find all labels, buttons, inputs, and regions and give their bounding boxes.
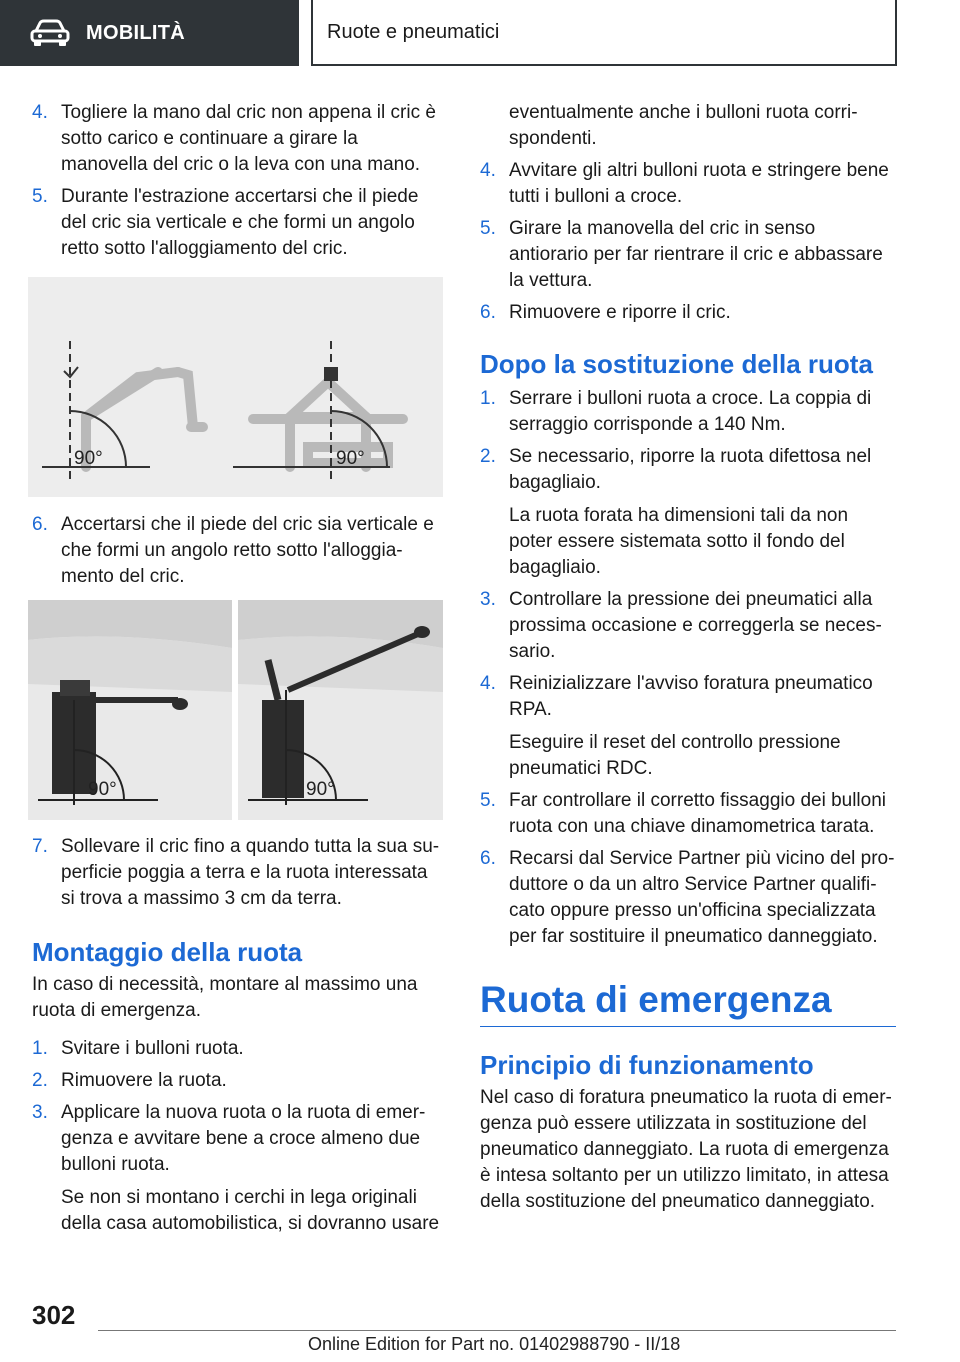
- list-item: [32, 184, 444, 262]
- step-number: 5.: [480, 790, 496, 811]
- step-number: 6.: [480, 848, 496, 869]
- list-item: [480, 671, 896, 782]
- jack-angle-figure: [28, 277, 443, 497]
- step-number: 4.: [32, 102, 48, 123]
- angle-label: 90°: [74, 448, 103, 469]
- page-number: 302: [32, 1300, 76, 1330]
- step-text: Rimuovere e riporre il cric.: [509, 302, 731, 323]
- step-number: 2.: [32, 1070, 48, 1091]
- chapter-title: Ruote e pneumatici: [327, 20, 500, 43]
- step-number: 6.: [480, 302, 496, 323]
- step-note: Se non si montano i cerchi in lega originali della casa automobilistica, si dovranno usare: [61, 1187, 440, 1234]
- list-item: [32, 100, 444, 178]
- edition-text: Online Edition for Part no. 01402988790 - II/18: [308, 1334, 681, 1354]
- step-text: Serrare i bulloni ruota a croce. La coppia di serraggio corrisponde a 140 Nm.: [509, 388, 872, 435]
- step-text: Se necessario, riporre la ruota difettosa nel bagagliaio.: [509, 446, 872, 493]
- jack-photo-right: [238, 600, 443, 820]
- list-item: [480, 444, 896, 581]
- step-number: 3.: [32, 1102, 48, 1123]
- chapter-header: [311, 0, 897, 66]
- left-column-step6: [32, 512, 444, 596]
- step-number: 3.: [480, 589, 496, 610]
- footer-divider: [98, 1330, 896, 1331]
- step-number: 7.: [32, 836, 48, 857]
- step-number: 1.: [480, 388, 496, 409]
- step-number: 2.: [480, 446, 496, 467]
- step-text: Reinizializzare l'avviso foratura pneumatico RPA.: [509, 673, 873, 720]
- angle-label: 90°: [336, 448, 365, 469]
- angle-label: 90°: [306, 779, 335, 800]
- step-number: 4.: [480, 160, 496, 181]
- header-section-tab: [0, 0, 299, 66]
- step-note: Eseguire il reset del controllo pressione pneumatici RDC.: [509, 732, 841, 779]
- car-icon: [30, 19, 70, 47]
- list-item: [480, 158, 896, 210]
- list-item: [480, 386, 896, 438]
- list-item: [32, 1068, 444, 1094]
- step-text: Controllare la pressione dei pneumatici alla prossima occasione e correggerla se neces‐sario.: [509, 589, 882, 662]
- step-text: Togliere la mano dal cric non appena il cric è sotto carico e continuare a girare la manovella del cric o la leva con una mano.: [61, 102, 436, 175]
- step-number: 5.: [32, 186, 48, 207]
- left-column: [32, 100, 444, 268]
- step-number: 1.: [32, 1038, 48, 1059]
- jack-photo-illustration: [28, 600, 232, 820]
- principio-text: Nel caso di foratura pneumatico la ruota di emer‐genza può essere utilizzata in sostituzione del pneumatico danneggiato. La ruota di emergenza è intesa soltanto per un utilizzo limitato, in attesa della sostituzione del pneumatico danneggiato.: [480, 1087, 892, 1212]
- step-number: 5.: [480, 218, 496, 239]
- step-text: Accertarsi che il piede del cric sia verticale e che formi un angolo retto sotto l'alloggia‐mento del cric.: [61, 514, 434, 587]
- step-text: Sollevare il cric fino a quando tutta la sua su‐perficie poggia a terra e la ruota interessata si trova a massimo 3 cm da terra.: [61, 836, 440, 909]
- step-text: Svitare i bulloni ruota.: [61, 1038, 244, 1059]
- list-item: [480, 300, 896, 326]
- list-item: [480, 788, 896, 840]
- step-number: 4.: [480, 673, 496, 694]
- list-item: [480, 846, 896, 950]
- jack-photo-left: [28, 600, 232, 820]
- step-text: Avvitare gli altri bulloni ruota e stringere bene tutti i bulloni a croce.: [509, 160, 889, 207]
- step-text: Applicare la nuova ruota o la ruota di emer‐genza e avvitare bene a croce almeno due bulloni ruota.: [61, 1102, 426, 1175]
- jack-photo-illustration: [238, 600, 443, 820]
- list-item: [32, 834, 444, 912]
- montaggio-intro: In caso di necessità, montare al massimo una ruota di emergenza.: [32, 974, 418, 1021]
- list-item: [32, 1036, 444, 1062]
- principio-heading: Principio di funzionamento: [480, 1050, 814, 1080]
- step-text: Recarsi dal Service Partner più vicino del pro‐duttore o da un altro Service Partner qualifi‐cato oppure presso un'officina specializzata per far sostituire il pneumatico danneggiato.: [509, 848, 895, 947]
- step-text: Rimuovere la ruota.: [61, 1070, 227, 1091]
- dopo-heading: Dopo la sostituzione della ruota: [480, 349, 873, 379]
- step-text: Far controllare il corretto fissaggio dei bulloni ruota con una chiave dinamometrica tarata.: [509, 790, 887, 837]
- list-item: [480, 216, 896, 294]
- step-number: 6.: [32, 514, 48, 535]
- jack-diagram: [28, 277, 443, 497]
- list-item: [32, 512, 444, 590]
- list-item: [480, 587, 896, 665]
- angle-label: 90°: [88, 779, 117, 800]
- section-title: MOBILITÀ: [86, 21, 186, 44]
- step-text: Durante l'estrazione accertarsi che il piede del cric sia verticale e che formi un angolo retto sotto l'alloggiamento del cric.: [61, 186, 419, 259]
- right-column: [480, 100, 896, 1215]
- ruota-heading: Ruota di emergenza: [480, 978, 896, 1027]
- step-note: La ruota forata ha dimensioni tali da non poter essere sistemata sotto il fondo del bagagliaio.: [509, 505, 849, 578]
- step-text: Girare la manovella del cric in senso antiorario per far rientrare il cric e abbassare la vettura.: [509, 218, 883, 291]
- list-item: [32, 1100, 444, 1237]
- left-column-lower: [32, 834, 444, 1243]
- continued-text: eventualmente anche i bulloni ruota corri‐spondenti.: [509, 102, 858, 149]
- montaggio-heading: Montaggio della ruota: [32, 937, 303, 967]
